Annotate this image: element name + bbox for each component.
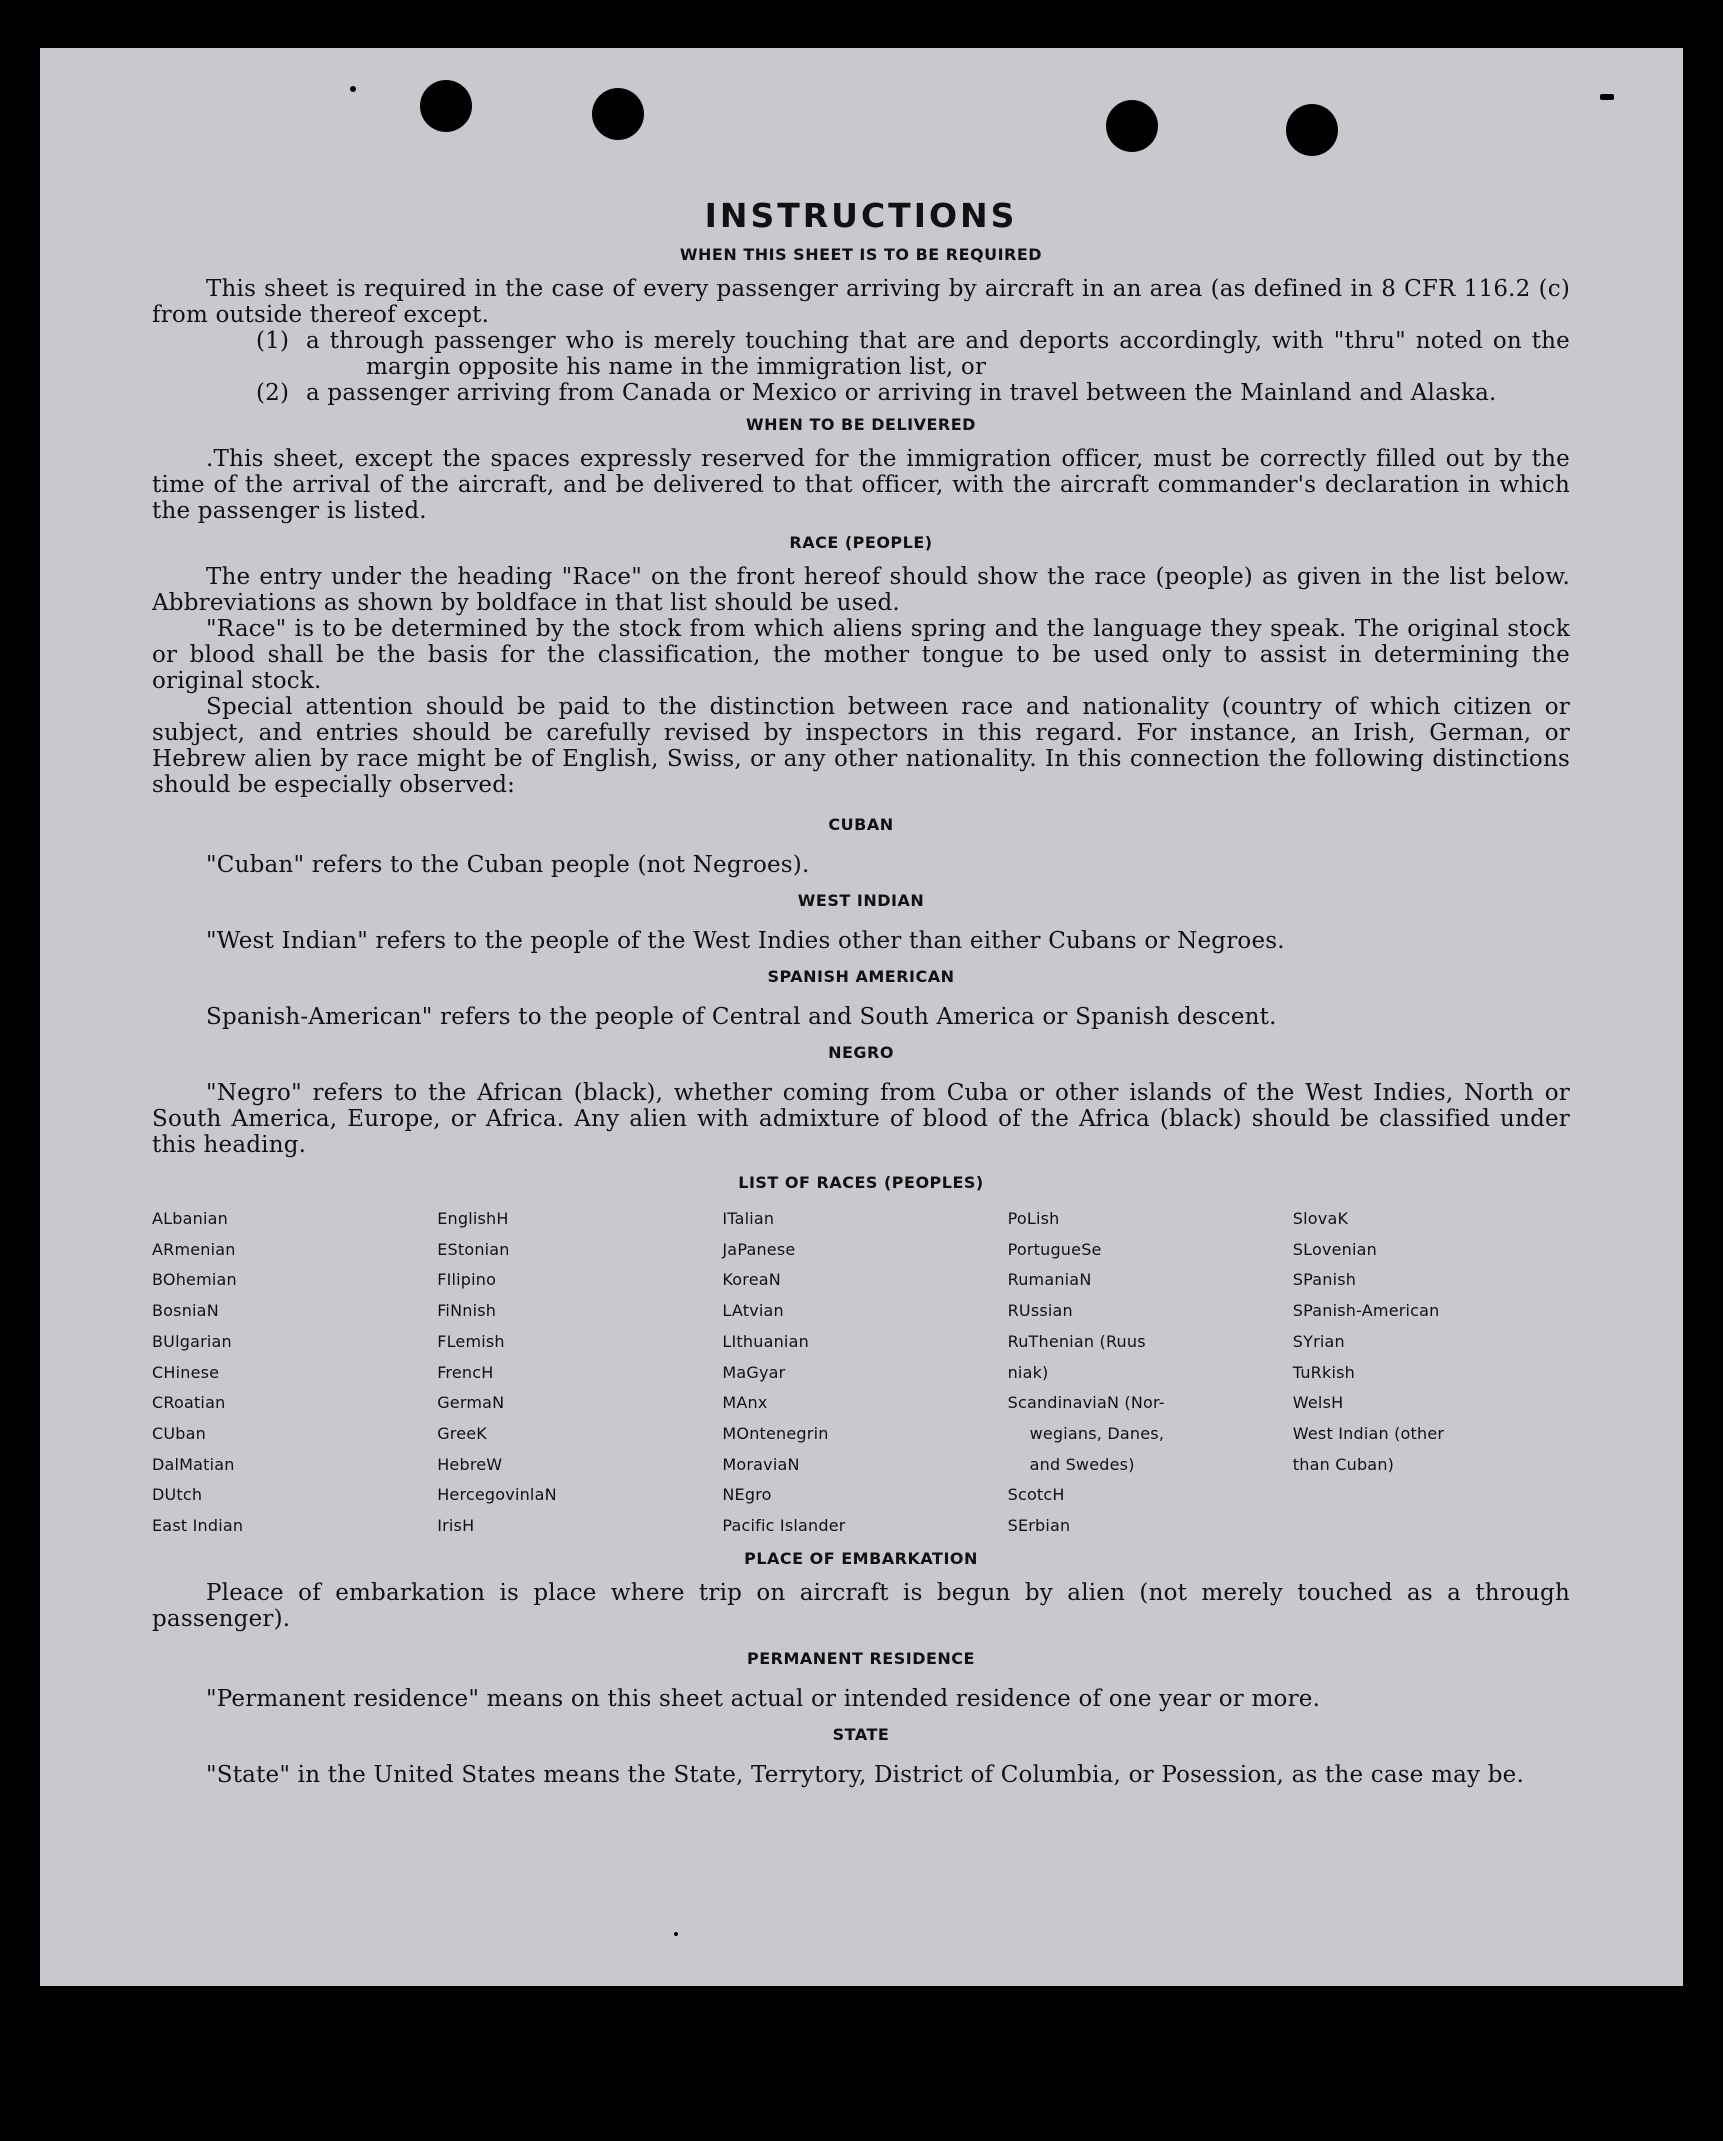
paragraph-race-3: Special attention should be paid to the distinction between race and nationality (country of which citizen or subject, and entries should be carefully revised by inspectors in this regard. For instance, an Irish, German, or Hebrew alien by race might be of English, Swiss, or any other nationality. In this connection the following distinctions should be especially observed: <box>152 694 1570 798</box>
race-entry: FrencH <box>437 1362 494 1382</box>
races-column-3 <box>722 1204 999 1542</box>
race-entry: WelsH <box>1292 1393 1344 1413</box>
race-entry: NEgro <box>722 1485 772 1505</box>
races-column-5 <box>1293 1204 1570 1542</box>
race-entry: SPanish-American <box>1292 1301 1440 1321</box>
list-item-1 <box>152 328 1570 380</box>
race-entry: PoLish <box>1007 1209 1060 1228</box>
item-number: (1) <box>256 328 290 354</box>
race-entry: SErbian <box>1007 1516 1071 1536</box>
paragraph-embarkation: Pleace of embarkation is place where trip on aircraft is begun by alien (not merely touched as a through passenger). <box>152 1579 1570 1632</box>
section-heading-cuban: CUBAN <box>828 815 894 834</box>
race-entry: TuRkish <box>1292 1362 1355 1382</box>
punch-hole <box>420 80 472 132</box>
section-heading-when-required: WHEN THIS SHEET IS TO BE REQUIRED <box>679 245 1043 264</box>
paragraph-race-1: The entry under the heading "Race" on the front hereof should show the race (people) as given in the list below. Abbreviations as shown by boldface in that list should be used. <box>152 564 1570 616</box>
race-entry: EnglishH <box>437 1209 509 1228</box>
section-heading-west-indian: WEST INDIAN <box>797 891 925 910</box>
race-entry: SPanish <box>1292 1270 1357 1290</box>
race-entry: ALbanian <box>152 1209 228 1228</box>
race-entry: GreeK <box>437 1423 487 1443</box>
race-entry: BOhemian <box>152 1270 237 1290</box>
race-entry: ARmenian <box>152 1239 236 1259</box>
race-entry: IrisH <box>437 1516 475 1536</box>
race-entry: than Cuban) <box>1292 1454 1395 1474</box>
paragraph-race-2: "Race" is to be determined by the stock from which aliens spring and the language they speak. The original stock or blood shall be the basis for the classification, the mother tongue to be used only to assist in determining the original stock. <box>152 616 1570 694</box>
race-entry: CUban <box>152 1423 206 1443</box>
race-entry: GermaN <box>437 1393 505 1413</box>
race-entry: SYrian <box>1292 1331 1345 1351</box>
section-heading-spanish-american: SPANISH AMERICAN <box>767 967 955 986</box>
race-entry: KoreaN <box>722 1270 781 1290</box>
race-entry: SlovaK <box>1292 1209 1349 1228</box>
race-entry: FLemish <box>437 1331 505 1351</box>
paragraph-when-delivered: .This sheet, except the spaces expressly reserved for the immigration officer, must be correctly filled out by the time of the arrival of the aircraft, and be delivered to that officer, with the aircraft commander's declaration in which the passenger is listed. <box>152 446 1570 524</box>
race-entry: DalMatian <box>152 1454 235 1474</box>
section-heading-when-delivered: WHEN TO BE DELIVERED <box>746 415 976 434</box>
paragraph-residence: "Permanent residence" means on this sheet actual or intended residence of one year or more. <box>206 1685 1321 1712</box>
section-heading-residence: PERMANENT RESIDENCE <box>747 1648 975 1668</box>
punch-hole <box>1286 104 1338 156</box>
race-entry: FIlipino <box>437 1270 497 1290</box>
race-entry: BosniaN <box>152 1301 219 1321</box>
race-entry: SLovenian <box>1292 1239 1378 1259</box>
race-entry: niak) <box>1007 1362 1049 1382</box>
races-list <box>152 1204 1570 1542</box>
race-entry: DUtch <box>152 1485 203 1505</box>
race-entry: FiNnish <box>437 1301 497 1321</box>
race-entry: Pacific Islander <box>722 1516 846 1536</box>
race-entry: RUssian <box>1007 1301 1073 1321</box>
races-column-4 <box>1008 1204 1285 1542</box>
race-entry: MOntenegrin <box>722 1423 829 1443</box>
race-entry: ScotcH <box>1007 1485 1065 1505</box>
race-entry: ScandinaviaN (Nor- <box>1007 1393 1165 1413</box>
race-entry: BUlgarian <box>152 1331 232 1351</box>
paragraph-cuban: "Cuban" refers to the Cuban people (not Negroes). <box>206 852 810 878</box>
paragraph-state: "State" in the United States means the State, Terrytory, District of Columbia, or Posession, as the case may be. <box>206 1761 1524 1788</box>
race-entry: wegians, Danes, <box>1029 1423 1165 1443</box>
race-entry: RumaniaN <box>1007 1270 1092 1290</box>
race-entry: LIthuanian <box>722 1331 809 1351</box>
paragraph-when-required: This sheet is required in the case of every passenger arriving by aircraft in an area (as defined in 8 CFR 116.2 (c) from outside thereof except. <box>152 276 1570 328</box>
document-sheet <box>40 48 1683 1986</box>
race-entry: ITalian <box>722 1209 775 1228</box>
race-entry: HercegovinlaN <box>437 1485 557 1505</box>
race-entry: West Indian (other <box>1292 1423 1445 1443</box>
paragraph-negro: "Negro" refers to the African (black), whether coming from Cuba or other islands of the West Indies, North or South America, Europe, or Africa. Any alien with admixture of blood of the Africa (black) should be classified under this heading. <box>152 1080 1570 1158</box>
page-title: INSTRUCTIONS <box>704 196 1018 235</box>
race-entry: MoraviaN <box>722 1454 800 1474</box>
section-heading-negro: NEGRO <box>828 1043 894 1062</box>
races-column-1 <box>152 1204 429 1542</box>
list-item-2 <box>152 380 1570 406</box>
races-column-2 <box>437 1204 714 1542</box>
section-heading-embarkation: PLACE OF EMBARKATION <box>744 1548 978 1568</box>
race-entry: JaPanese <box>722 1239 796 1259</box>
race-entry: MaGyar <box>722 1362 786 1382</box>
race-entry: LAtvian <box>722 1301 784 1321</box>
item-text: a passenger arriving from Canada or Mexico or arriving in travel between the Mainland and Alaska. <box>306 380 1497 406</box>
section-heading-race: RACE (PEOPLE) <box>789 533 933 552</box>
race-entry: MAnx <box>722 1393 768 1413</box>
race-entry: CHinese <box>152 1362 220 1382</box>
race-entry: PortugueSe <box>1007 1239 1102 1259</box>
paragraph-spanish-american: Spanish-American" refers to the people of Central and South America or Spanish descent. <box>206 1004 1277 1030</box>
punch-hole <box>1106 100 1158 152</box>
section-heading-state: STATE <box>832 1724 890 1744</box>
race-entry: and Swedes) <box>1029 1454 1135 1474</box>
race-entry: CRoatian <box>152 1393 226 1413</box>
item-number: (2) <box>256 380 290 406</box>
race-entry: RuThenian (Ruus <box>1007 1331 1146 1351</box>
ink-speck <box>1600 94 1614 100</box>
instructions-content <box>152 196 1570 1788</box>
ink-speck <box>674 1932 678 1936</box>
section-heading-list-of-races: LIST OF RACES (PEOPLES) <box>738 1173 984 1192</box>
punch-hole <box>592 88 644 140</box>
race-entry: HebreW <box>437 1454 503 1474</box>
race-entry: East Indian <box>152 1516 244 1536</box>
race-entry: EStonian <box>437 1239 510 1259</box>
ink-speck <box>350 86 356 92</box>
item-text: a through passenger who is merely touching that are and deports accordingly, with "thru" noted on the margin opposite his name in the immigration list, or <box>306 328 1570 380</box>
paragraph-west-indian: "West Indian" refers to the people of the West Indies other than either Cubans or Negroes. <box>206 928 1285 954</box>
